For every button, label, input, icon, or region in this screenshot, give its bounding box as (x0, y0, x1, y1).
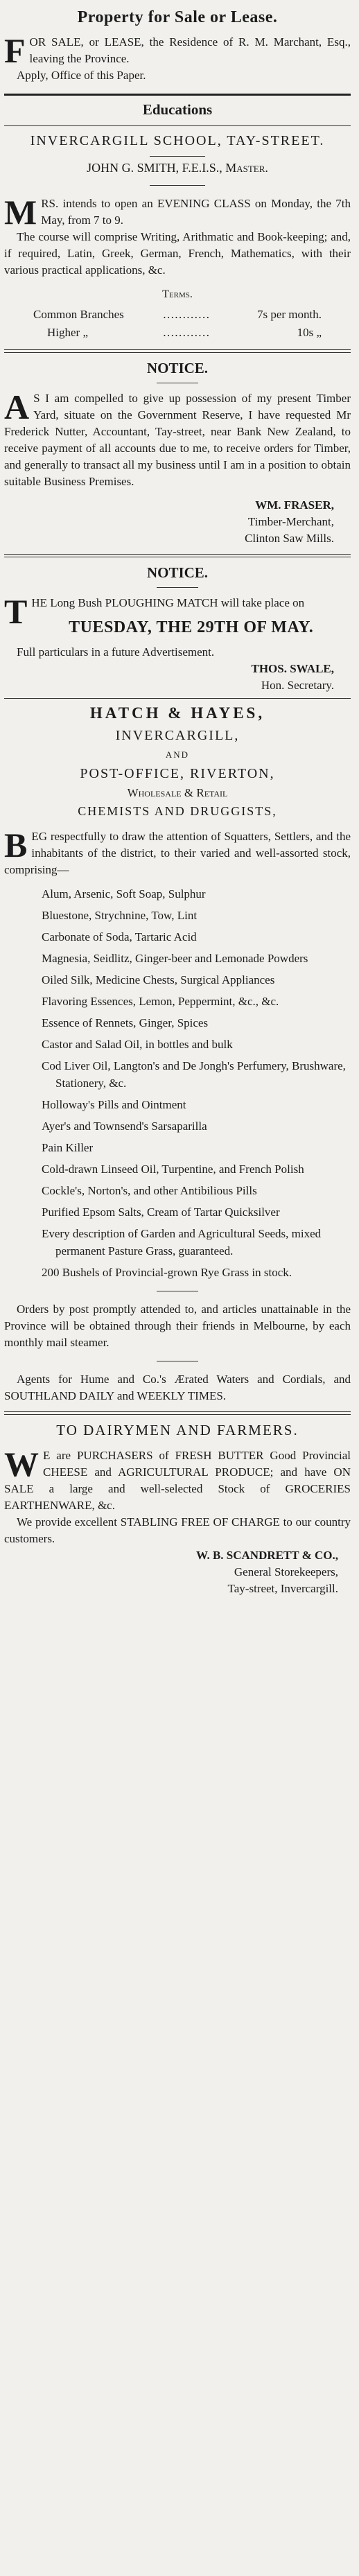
property-body: FOR SALE, or LEASE, the Residence of R. M. Marchant, Esq., leaving the Province. (4, 31, 351, 70)
dairymen-body-1: WE are PURCHASERS of FRESH BUTTER Good Provincial CHEESE and AGRICULTURAL PRODUCE; and have ON SALE a large and well-selected Stock of GROCERIES EARTHENWARE, &c. (4, 1445, 351, 1512)
list-item: Every description of Garden and Agricultural Seeds, mixed permanent Pasture Grass, guaranteed. (42, 1227, 322, 1257)
list-item: Carbonate of Soda, Tartaric Acid (42, 930, 197, 943)
orders-note: Orders by post promptly attended to, and articles unattainable in the Province will be obtained through their friends in Melbourne, by each monthly mail steamer. (4, 1303, 351, 1349)
sig-name: WM. FRASER, (255, 498, 334, 512)
ploughing-notice (4, 564, 351, 694)
short-rule (157, 587, 198, 588)
fraser-body: AS I am compelled to give up possession of my present Timber Yard, situate on the Government Reserve, I have requested Mr Frederick Nutter, Accountant, Tay-street, near Bank New Zealand, to receive payment of all accounts due to me, to receive orders for Timber, and generally to transact all my business until I am in a position to obtain suitable Business Premises. (4, 388, 351, 488)
property-heading: Property for Sale or Lease. (77, 8, 278, 26)
ploughing-body: THE Long Bush PLOUGHING MATCH will take place on (4, 592, 305, 631)
terms-dots: ………… (162, 308, 210, 321)
divider (4, 554, 351, 557)
divider (4, 94, 351, 96)
sig-place: Tay-street, Invercargill. (227, 1582, 338, 1595)
property-apply: Apply, Office of this Paper. (17, 69, 146, 82)
dairymen-heading: TO DAIRYMEN AND FARMERS. (56, 1422, 299, 1438)
ploughing-signature (4, 661, 351, 694)
list-item: Magnesia, Seidlitz, Ginger-beer and Lemonade Powders (42, 952, 308, 965)
agents-note: Agents for Hume and Co.'s Ærated Waters and Cordials, and SOUTHLAND DAILY and WEEKLY TIMES. (4, 1373, 351, 1402)
school-body-2: The course will comprise Writing, Arithmatic and Book-keeping; and, if required, Latin, Greek, German, French, Mathematics, with their various practical applications, &c. (4, 230, 351, 277)
terms-table (32, 305, 323, 342)
terms-name: Common Branches (33, 308, 124, 321)
divider (4, 698, 351, 699)
trade-line: CHEMISTS AND DRUGGISTS, (78, 804, 277, 818)
school-title: INVERCARGILL SCHOOL, TAY-STREET. (30, 133, 325, 148)
ploughing-more: Full particulars in a future Advertisement. (17, 645, 215, 659)
property-ad (4, 8, 351, 84)
terms-row (33, 324, 322, 341)
dairymen-body-2: We provide excellent STABLING FREE OF CHARGE to our country customers. (4, 1515, 351, 1545)
fraser-notice (4, 360, 351, 547)
list-item: 200 Bushels of Provincial-grown Rye Grass in stock. (42, 1266, 292, 1279)
dairymen-signature (4, 1547, 351, 1597)
divider (4, 349, 351, 353)
wholesale-retail: Wholesale & Retail (127, 786, 228, 799)
school-body-1: MRS. intends to open an EVENING CLASS on Monday, the 7th May, from 7 to 9. (4, 193, 351, 232)
firm-body: BEG respectfully to draw the attention of Squatters, Settlers, and the inhabitants of the district, to their varied and well-assorted stock, comprising— (4, 826, 351, 876)
sig-title: General Storekeepers, (234, 1565, 338, 1578)
notice-heading: NOTICE. (146, 564, 209, 581)
sig-name: THOS. SWALE, (251, 662, 334, 675)
list-item: Essence of Rennets, Ginger, Spices (42, 1016, 209, 1029)
short-rule (150, 156, 205, 157)
ploughing-date: TUESDAY, THE 29TH OF MAY. (69, 618, 314, 636)
newspaper-column (4, 0, 351, 1597)
list-item: Cod Liver Oil, Langton's and De Jongh's Perfumery, Brushware, Stationery, &c. (42, 1059, 346, 1090)
section-heading-educations: Educations (142, 101, 213, 118)
notice-heading: NOTICE. (146, 360, 209, 376)
list-item: Cold-drawn Linseed Oil, Turpentine, and French Polish (42, 1163, 304, 1176)
school-master: JOHN G. SMITH, F.E.I.S., Master. (87, 161, 268, 175)
and-label: AND (165, 749, 190, 760)
terms-label: Terms. (162, 288, 193, 300)
firm-town: INVERCARGILL, (115, 728, 240, 743)
sig-title: Timber-Merchant, (247, 515, 334, 528)
sig-name: W. B. SCANDRETT & CO., (196, 1549, 338, 1562)
hatch-hayes-ad (4, 704, 351, 1404)
terms-price: 10s „ (297, 326, 322, 339)
list-item: Pain Killer (42, 1141, 94, 1154)
fraser-signature (4, 497, 351, 547)
school-ad (4, 133, 351, 342)
list-item: Oiled Silk, Medicine Chests, Surgical Appliances (42, 973, 275, 986)
list-item: Ayer's and Townsend's Sarsaparilla (42, 1120, 207, 1133)
list-item: Alum, Arsenic, Soft Soap, Sulphur (42, 887, 206, 900)
divider (4, 125, 351, 126)
terms-row (33, 306, 322, 323)
firm-post-office: POST-OFFICE, RIVERTON, (80, 766, 275, 781)
short-rule (150, 185, 205, 186)
terms-name: Higher „ (47, 326, 89, 339)
stock-list (4, 885, 351, 1281)
list-item: Flavoring Essences, Lemon, Peppermint, &c., &c. (42, 995, 279, 1008)
list-item: Holloway's Pills and Ointment (42, 1098, 186, 1111)
terms-dots: ………… (162, 326, 210, 339)
list-item: Cockle's, Norton's, and other Antibilious Pills (42, 1184, 257, 1197)
dairymen-ad (4, 1422, 351, 1597)
terms-price: 7s per month. (256, 308, 322, 321)
divider (4, 1411, 351, 1415)
list-item: Purified Epsom Salts, Cream of Tartar Quicksilver (42, 1206, 280, 1219)
sig-title: Hon. Secretary. (261, 679, 334, 692)
list-item: Castor and Salad Oil, in bottles and bulk (42, 1038, 233, 1051)
sig-place: Clinton Saw Mills. (245, 532, 334, 545)
list-item: Bluestone, Strychnine, Tow, Lint (42, 909, 198, 922)
firm-name: HATCH & HAYES, (89, 704, 265, 722)
